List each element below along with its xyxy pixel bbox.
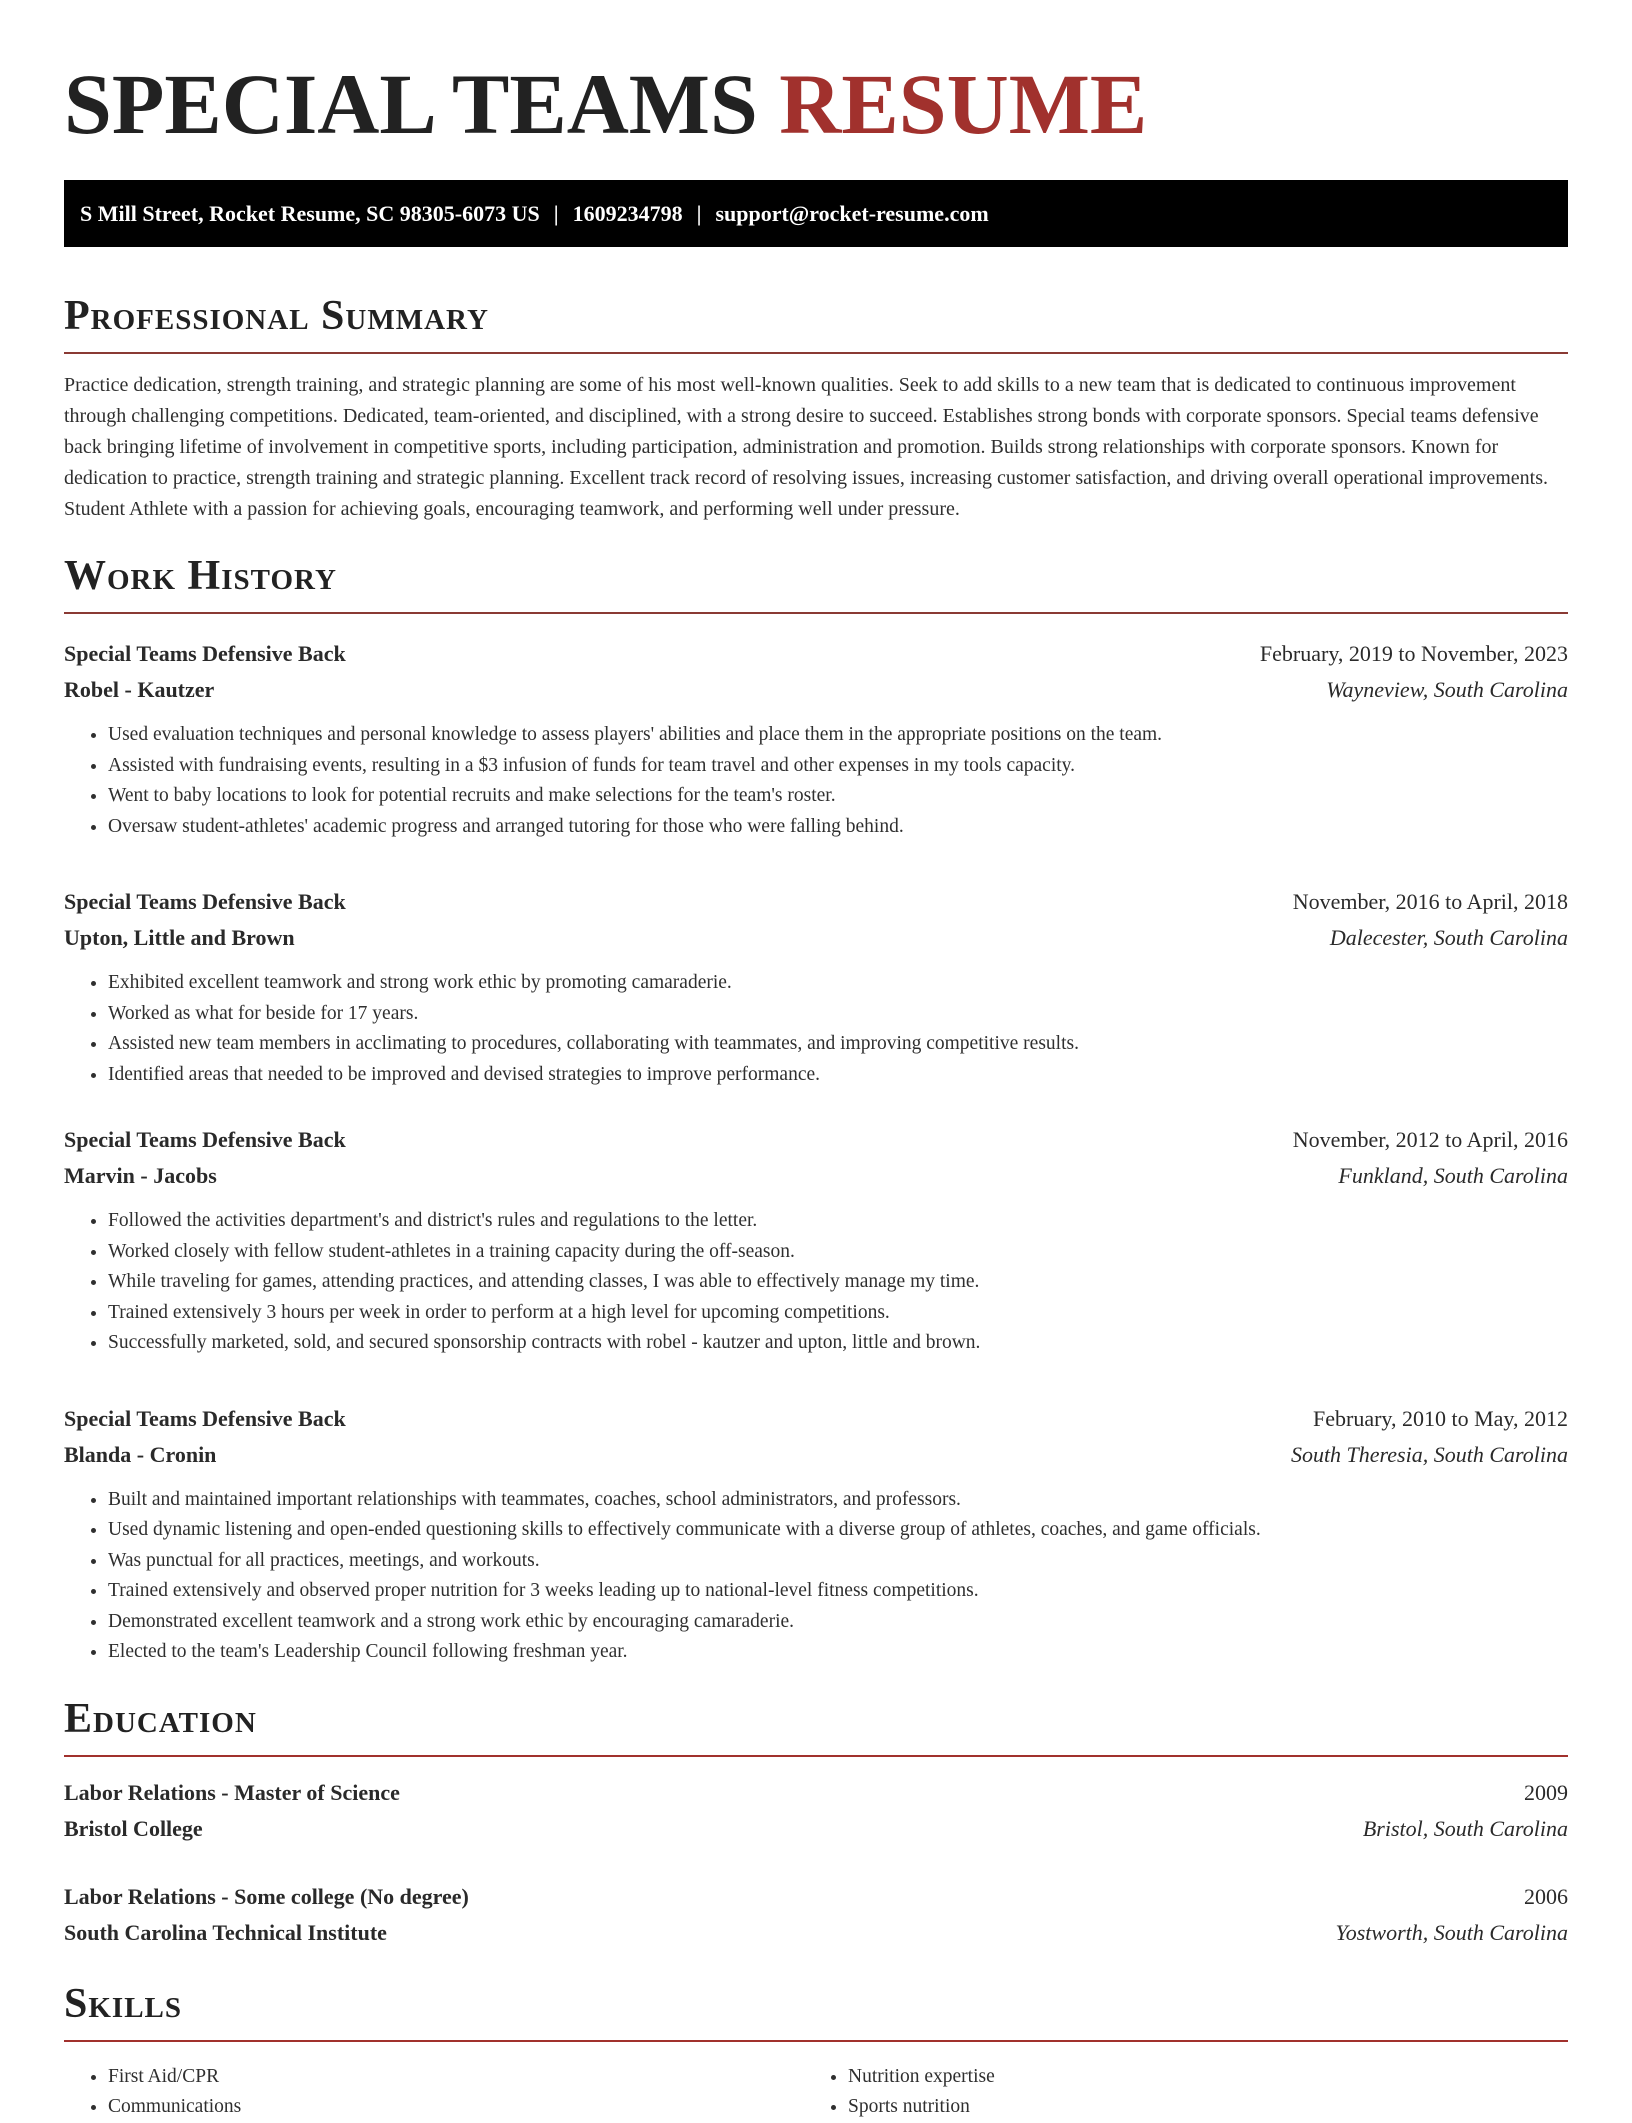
education-location: Yostworth, South Carolina — [1335, 1919, 1568, 1945]
summary-heading: Professional Summary — [64, 293, 489, 339]
education-degree: Labor Relations - Master of Science — [64, 1779, 400, 1805]
education-school-row — [64, 1811, 1568, 1847]
education-year: 2009 — [1524, 1779, 1568, 1805]
job-bullet: • Identified areas that needed to be improved and devised strategies to improve performance. — [108, 1060, 1568, 1091]
skills-heading: Skills — [64, 1980, 183, 2027]
job-company-row — [64, 1158, 1568, 1194]
education-entry — [64, 1879, 1568, 1951]
job-bullet: • Exhibited excellent teamwork and strong work ethic by promoting camaraderie. — [108, 968, 1568, 999]
job-dates: February, 2019 to November, 2023 — [1259, 641, 1568, 666]
job-title: Special Teams Defensive Back — [64, 889, 346, 914]
job-entry — [64, 1122, 1568, 1359]
education-degree-row — [64, 1775, 1568, 1811]
resume-page — [64, 0, 1568, 2123]
job-bullet: • Used dynamic listening and open-ended questioning skills to effectively communicate with a diverse group of athletes, coaches, and game officials. — [108, 1515, 1568, 1546]
job-bullet: • While traveling for games, attending practices, and attending classes, I was able to effectively manage my time. — [108, 1267, 1568, 1298]
skill-item: • Nutrition expertise — [848, 2062, 1544, 2093]
contact-separator: | — [553, 201, 559, 226]
job-company-row — [64, 1437, 1568, 1473]
job-location: South Theresia, South Carolina — [1290, 1441, 1568, 1467]
job-company: Robel - Kautzer — [64, 677, 215, 702]
education-degree: Labor Relations - Some college (No degree) — [64, 1883, 469, 1909]
job-dates: November, 2016 to April, 2018 — [1292, 889, 1568, 914]
skills-list — [804, 2062, 1544, 2123]
education-heading: Education — [64, 1695, 257, 1742]
summary-text: Practice dedication, strength training, and strategic planning are some of his most well-known qualities. Seek to add skills to a new team that is dedicated to continuous improvement through challenging competitions. Dedicated, team-oriented, and disciplined, with a strong desire to succeed. Establishes strong bonds with corporate sponsors. Special teams defensive back bringing lifetime of involvement in competitive sports, including participation, administration and promotion. Builds strong relationships with corporate sponsors. Known for dedication to practice, strength training and strategic planning. Excellent track record of resolving issues, increasing customer satisfaction, and driving overall operational improvements. Student Athlete with a passion for achieving goals, encouraging teamwork, and performing well under pressure. — [64, 374, 1548, 520]
job-bullets — [64, 720, 1568, 842]
section-divider — [64, 2040, 1568, 2042]
section-divider — [64, 612, 1568, 614]
job-dates: February, 2010 to May, 2012 — [1313, 1405, 1568, 1431]
job-bullet: • Used evaluation techniques and personal knowledge to assess players' abilities and place them in the appropriate positions on the team. — [108, 720, 1568, 751]
job-location: Funkland, South Carolina — [1338, 1163, 1568, 1188]
job-title: Special Teams Defensive Back — [64, 1127, 346, 1152]
job-company-row — [64, 920, 1568, 956]
job-bullet: • Assisted with fundraising events, resulting in a $3 infusion of funds for team travel and other expenses in my tools capacity. — [108, 751, 1568, 782]
job-bullet: • Oversaw student-athletes' academic progress and arranged tutoring for those who were falling behind. — [108, 812, 1568, 843]
job-title: Special Teams Defensive Back — [64, 1405, 346, 1431]
education-school: South Carolina Technical Institute — [64, 1919, 387, 1945]
skill-item: • Communications — [108, 2092, 804, 2123]
job-company: Marvin - Jacobs — [64, 1163, 217, 1188]
work-history-heading: Work History — [64, 553, 337, 599]
education-entry — [64, 1775, 1568, 1847]
job-header-row — [64, 636, 1568, 672]
job-company: Upton, Little and Brown — [64, 925, 295, 950]
section-divider — [64, 352, 1568, 354]
job-header-row — [64, 1122, 1568, 1158]
job-bullet: • Demonstrated excellent teamwork and a strong work ethic by encouraging camaraderie. — [108, 1607, 1568, 1638]
contact-separator: | — [696, 201, 702, 226]
education-degree-row — [64, 1879, 1568, 1915]
skill-item: • Sports nutrition — [848, 2092, 1544, 2123]
job-bullet: • Was punctual for all practices, meetings, and workouts. — [108, 1546, 1568, 1577]
job-header-row — [64, 884, 1568, 920]
education-location: Bristol, South Carolina — [1362, 1815, 1568, 1841]
job-bullets — [64, 1206, 1568, 1359]
contact-address: S Mill Street, Rocket Resume, SC 98305-6073 US — [80, 201, 540, 226]
job-bullet: • Built and maintained important relationships with teammates, coaches, school administrators, and professors. — [108, 1485, 1568, 1516]
job-entry — [64, 636, 1568, 842]
job-bullet: • Successfully marketed, sold, and secured sponsorship contracts with robel - kautzer and upton, little and brown. — [108, 1328, 1568, 1359]
education-school-row — [64, 1915, 1568, 1951]
job-location: Wayneview, South Carolina — [1326, 677, 1568, 702]
section-divider — [64, 1755, 1568, 1757]
job-title: Special Teams Defensive Back — [64, 641, 346, 666]
job-bullet: • Elected to the team's Leadership Council following freshman year. — [108, 1637, 1568, 1668]
job-location: Dalecester, South Carolina — [1329, 925, 1568, 950]
job-company-row — [64, 672, 1568, 708]
job-bullet: • Trained extensively and observed proper nutrition for 3 weeks leading up to national-level fitness competitions. — [108, 1576, 1568, 1607]
job-dates: November, 2012 to April, 2016 — [1292, 1127, 1568, 1152]
job-bullets — [64, 968, 1568, 1090]
job-bullet: • Worked closely with fellow student-athletes in a training capacity during the off-season. — [108, 1237, 1568, 1268]
job-bullet: • Followed the activities department's and district's rules and regulations to the letter. — [108, 1206, 1568, 1237]
title-accent: RESUME — [779, 56, 1148, 152]
contact-phone: 1609234798 — [572, 201, 683, 226]
contact-email[interactable]: support@rocket-resume.com — [715, 201, 989, 226]
job-entry — [64, 1401, 1568, 1668]
job-company: Blanda - Cronin — [64, 1441, 217, 1467]
skills-list — [64, 2062, 804, 2123]
education-year: 2006 — [1524, 1883, 1568, 1909]
resume-title — [64, 0, 1568, 152]
job-entry — [64, 884, 1568, 1090]
job-bullets — [64, 1485, 1568, 1668]
contact-bar — [64, 180, 1568, 247]
job-bullet: • Worked as what for beside for 17 years. — [108, 999, 1568, 1030]
education-school: Bristol College — [64, 1815, 203, 1841]
job-bullet: • Assisted new team members in acclimating to procedures, collaborating with teammates, and improving competitive results. — [108, 1029, 1568, 1060]
job-bullet: • Trained extensively 3 hours per week in order to perform at a high level for upcoming competitions. — [108, 1298, 1568, 1329]
job-header-row — [64, 1401, 1568, 1437]
title-main: SPECIAL TEAMS — [64, 56, 758, 152]
job-bullet: • Went to baby locations to look for potential recruits and make selections for the team's roster. — [108, 781, 1568, 812]
skill-item: • First Aid/CPR — [108, 2062, 804, 2093]
